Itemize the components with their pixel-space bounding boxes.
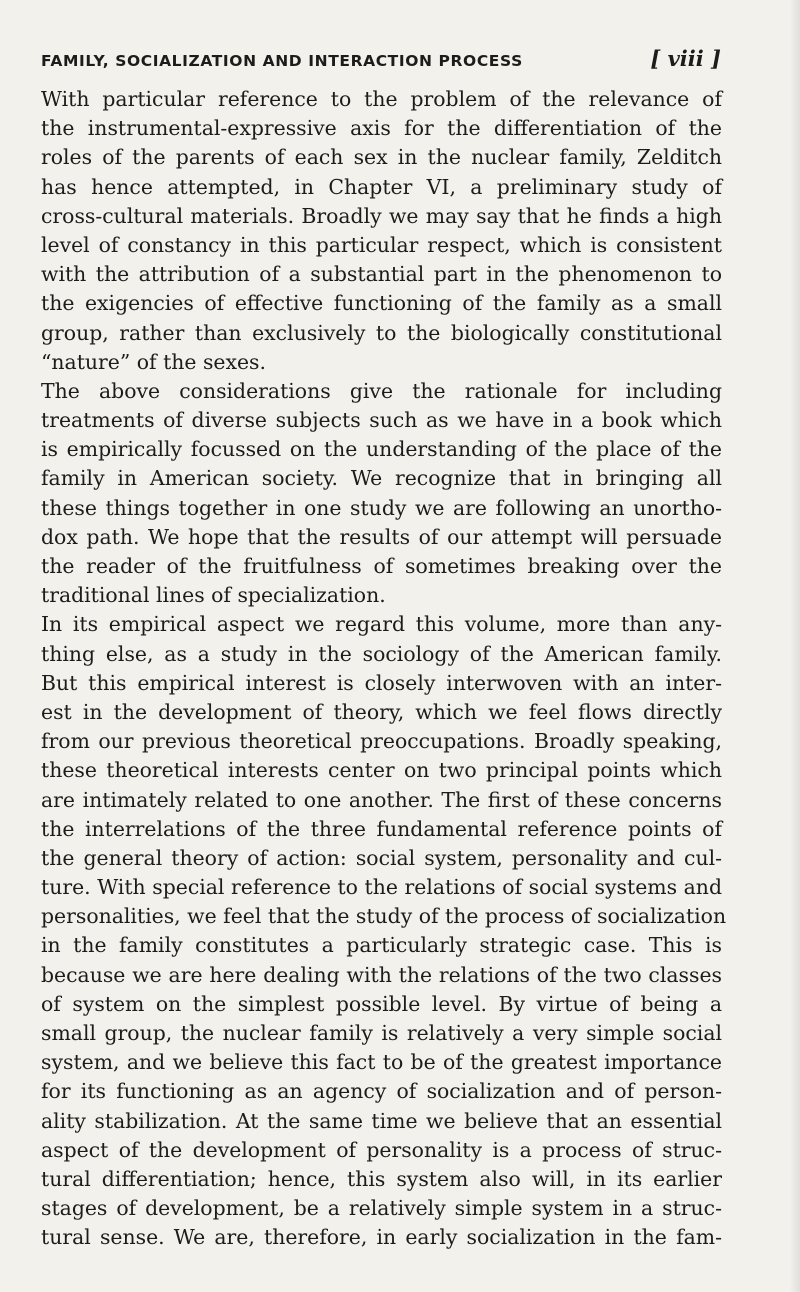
text-line: in the family constitutes a particularly strategic case. This is — [41, 933, 722, 958]
text-line: aspect of the development of personality is a process of struc- — [41, 1137, 722, 1162]
text-line: With particular reference to the problem of the relevance of — [41, 87, 722, 111]
text-line: the exigencies of effective functioning of the family as a small — [41, 291, 722, 316]
text-line: these theoretical interests center on two principal points which — [41, 758, 722, 783]
text-line: But this empirical interest is closely interwoven with an inter- — [41, 670, 722, 695]
text-line: the instrumental-expressive axis for the differentiation of the — [41, 116, 722, 141]
text-line: family in American society. We recognize that in bringing all — [41, 466, 722, 491]
text-line: ality stabilization. At the same time we believe that an essential — [41, 1108, 722, 1133]
text-line: for its functioning as an agency of socialization and of person- — [41, 1079, 722, 1104]
text-line: roles of the parents of each sex in the nuclear family, Zelditch — [41, 145, 722, 170]
text-line: “nature” of the sexes. — [41, 349, 266, 374]
text-line: stages of development, be a relatively simple system in a struc- — [41, 1196, 722, 1221]
text-line: the interrelations of the three fundamental reference points of — [41, 816, 722, 841]
text-line: the general theory of action: social system, personality and cul- — [41, 845, 722, 870]
text-line: from our previous theoretical preoccupations. Broadly speaking, — [41, 729, 722, 754]
running-head: FAMILY, SOCIALIZATION AND INTERACTION PROCESS — [41, 52, 523, 70]
page-edge-shadow — [790, 0, 800, 1292]
text-line: personalities, we feel that the study of the process of socialization — [41, 904, 727, 929]
text-line: level of constancy in this particular respect, which is consistent — [41, 232, 722, 257]
text-line: tural sense. We are, therefore, in early socialization in the fam- — [41, 1225, 722, 1250]
text-line: group, rather than exclusively to the biologically constitutional — [41, 320, 722, 345]
text-line: of system on the simplest possible level. By virtue of being a — [41, 991, 722, 1016]
text-line: these things together in one study we are following an unortho- — [41, 495, 722, 520]
text-line: has hence attempted, in Chapter VI, a preliminary study of — [41, 174, 722, 199]
text-line: dox path. We hope that the results of our attempt will persuade — [41, 524, 722, 549]
text-line: In its empirical aspect we regard this volume, more than any- — [41, 612, 722, 637]
page-number: [ viii ] — [650, 46, 721, 71]
text-line: cross-cultural materials. Broadly we may say that he finds a high — [41, 203, 722, 228]
text-line: est in the development of theory, which we feel flows directly — [41, 699, 722, 724]
text-line: treatments of diverse subjects such as we have in a book which — [41, 408, 722, 433]
text-line: because we are here dealing with the relations of the two classes — [41, 962, 722, 987]
text-line: thing else, as a study in the sociology of the American family. — [41, 641, 722, 666]
text-line: traditional lines of specialization. — [41, 583, 386, 608]
body-text — [41, 85, 727, 1253]
text-line: is empirically focussed on the understanding of the place of the — [41, 437, 722, 462]
page-header — [41, 46, 721, 76]
text-line: tural differentiation; hence, this system also will, in its earlier — [41, 1166, 722, 1191]
text-line: ture. With special reference to the relations of social systems and — [41, 875, 722, 900]
text-line: are intimately related to one another. The first of these concerns — [41, 787, 722, 812]
text-line: The above considerations give the rationale for including — [41, 378, 722, 403]
text-line: system, and we believe this fact to be of the greatest importance — [41, 1050, 722, 1075]
text-line: small group, the nuclear family is relatively a very simple social — [41, 1021, 722, 1045]
text-line: the reader of the fruitfulness of sometimes breaking over the — [41, 554, 722, 578]
text-line: with the attribution of a substantial part in the phenomenon to — [41, 262, 722, 287]
